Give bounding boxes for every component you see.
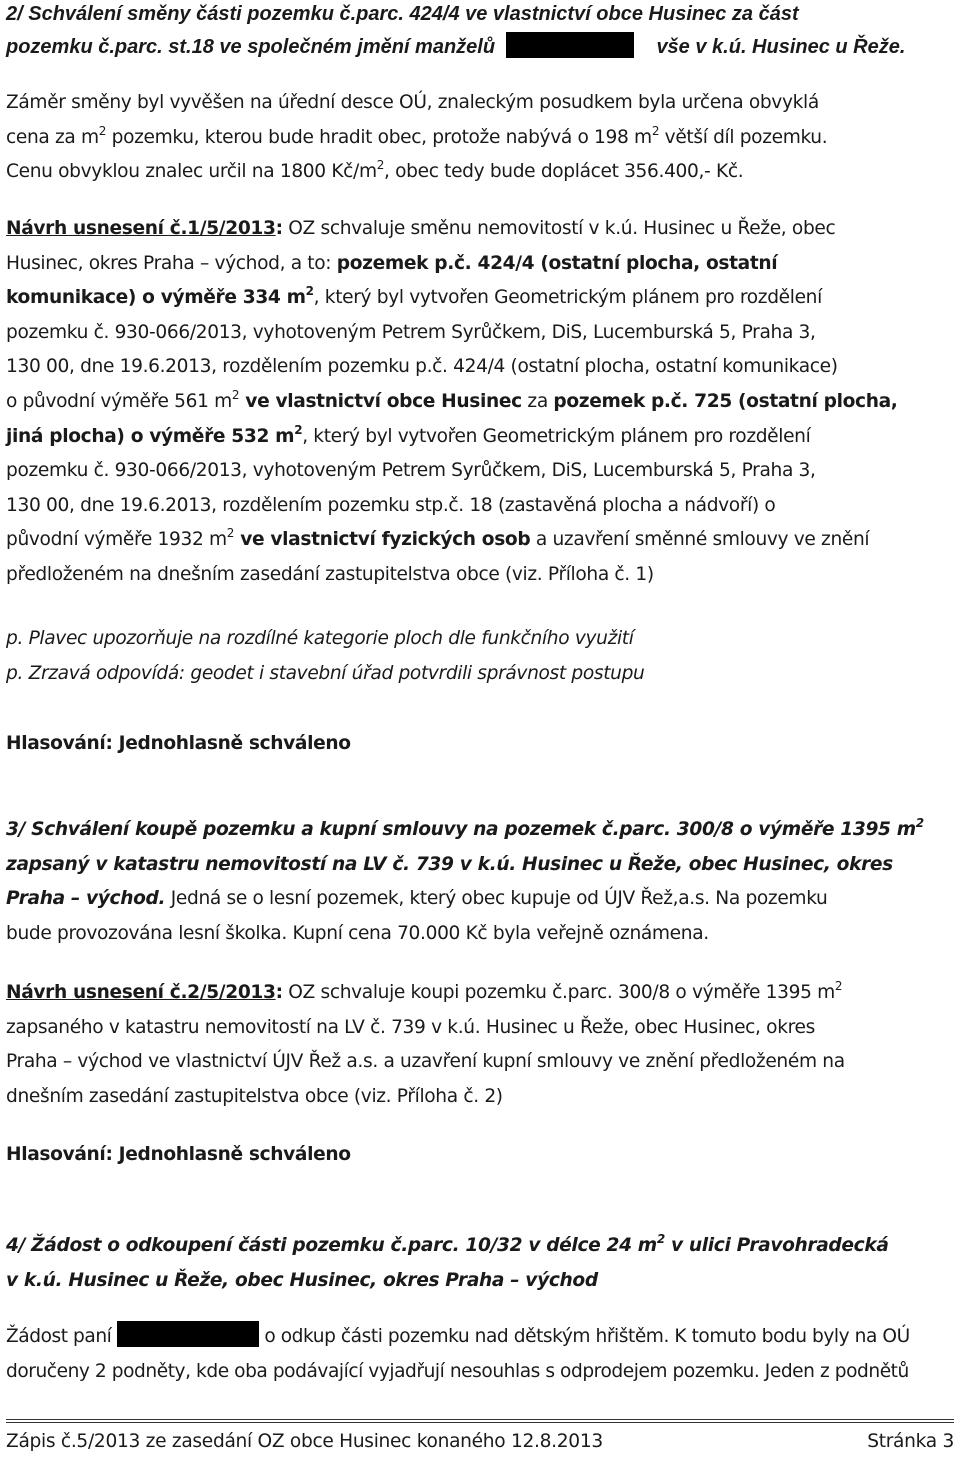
motion-label: Návrh usnesení č. xyxy=(6,218,188,239)
text-run: komunikace) o výměře 334 m xyxy=(6,287,306,309)
superscript: 2 xyxy=(226,526,235,541)
heading-line xyxy=(6,1229,954,1264)
paragraph-line xyxy=(6,882,954,917)
paragraph-line: doručeny 2 podněty, kde oba podávající vyjadřují nesouhlas s odprodejem pozemku. Jeden z podnětů xyxy=(6,1360,909,1382)
vote-text: Hlasování: Jednohlasně schváleno xyxy=(6,733,351,754)
heading-line xyxy=(6,0,954,31)
text-run: 4/ Žádost o odkoupení části pozemku č.parc. 10/32 v délce 24 m xyxy=(6,1235,657,1256)
superscript: 2 xyxy=(834,979,843,993)
text-run: Husinec, okres Praha – východ, a to: xyxy=(6,252,337,274)
section-2-heading xyxy=(6,0,954,64)
redaction-box xyxy=(117,1321,259,1347)
text-run: , který byl vytvořen Geometrickým plánem pro rozdělení xyxy=(302,425,811,447)
superscript: 2 xyxy=(915,816,924,830)
text-run: 424/4 (ostatní plocha, ostatní xyxy=(471,252,778,274)
text-run: , obec tedy bude doplácet 356.400,- Kč. xyxy=(384,161,744,183)
text-run: pozemek p.č. 725 (ostatní plocha, xyxy=(553,390,898,412)
paragraph-line: zapsaného v katastru nemovitostí na LV č. 739 v k.ú. Husinec u Řeže, obec Husinec, okres xyxy=(6,1016,815,1038)
section-4-heading xyxy=(6,1229,954,1298)
page-footer xyxy=(6,1428,954,1456)
superscript: 2 xyxy=(231,387,240,402)
vote-result xyxy=(6,727,954,762)
superscript: 2 xyxy=(98,123,107,138)
redaction-box xyxy=(506,32,634,58)
superscript: 2 xyxy=(376,158,385,173)
paragraph-line: bude provozována lesní školka. Kupní cena 70.000 Kč byla veřejně oznámena. xyxy=(6,922,709,944)
text-run: o odkup části pozemku nad dětským hřištěm. K tomuto bodu byly na OÚ xyxy=(264,1326,910,1347)
text-run: ve vlastnictví obce Husinec xyxy=(239,390,522,412)
text-run: , který byl vytvořen Geometrickým plánem pro rozdělení xyxy=(313,287,822,309)
text-run: pozemek p.č. xyxy=(336,252,472,274)
text-run: : xyxy=(275,982,283,1003)
note-line: p. Plavec upozorňuje na rozdílné kategorie ploch dle funkčního využití xyxy=(6,628,634,649)
text-run: ve vlastnictví fyzických osob xyxy=(234,529,531,551)
section-4-body xyxy=(6,1320,954,1389)
footer-divider xyxy=(6,1419,954,1420)
motion-1 xyxy=(6,212,954,593)
superscript: 2 xyxy=(651,123,660,138)
text-run: Jedná se o lesní pozemek, který obec kupuje od ÚJV Řež,a.s. Na pozemku xyxy=(165,888,828,910)
text-run: OZ schvaluje koupi pozemku č.parc. 300/8 o výměře 1395 m xyxy=(282,982,835,1003)
paragraph-line xyxy=(6,976,954,1011)
heading-text: pozemku č.parc. st.18 ve společném jmění manželů xyxy=(6,36,496,58)
text-run: 3/ Schválení koupě pozemku a kupní smlouvy na pozemek č.parc. 300/8 o výměře 1395 m xyxy=(6,819,916,840)
superscript: 2 xyxy=(656,1232,665,1246)
section-3 xyxy=(6,813,954,951)
vote-result xyxy=(6,1138,954,1173)
superscript: 2 xyxy=(294,422,303,437)
motion-2 xyxy=(6,976,954,1114)
text-run: Žádost paní xyxy=(6,1326,112,1347)
text-run: v ulici Pravohradecká xyxy=(664,1235,889,1256)
heading-text: 2/ Schválení směny části pozemku č.parc. 424/4 ve vlastnictví obce Husinec za část xyxy=(6,3,799,25)
text-run: OZ schvaluje směnu nemovitostí v k.ú. Husinec u Řeže, obec xyxy=(282,218,836,239)
paragraph-line xyxy=(6,420,954,455)
paragraph-line: 130 00, dne 19.6.2013, rozdělením pozemku p.č. 424/4 (ostatní plocha, ostatní komunikace) xyxy=(6,356,838,378)
footer-title: Zápis č.5/2013 ze zasedání OZ obce Husinec konaného 12.8.2013 xyxy=(6,1431,603,1452)
discussion-notes xyxy=(6,622,954,691)
footer-divider xyxy=(6,1422,954,1423)
paragraph-line: Praha – východ ve vlastnictví ÚJV Řež a.s. a uzavření kupní smlouvy ve znění předloženém na xyxy=(6,1051,845,1073)
text-run: cena za m xyxy=(6,126,99,148)
text-run: za xyxy=(521,390,554,412)
superscript: 2 xyxy=(305,284,314,299)
text-run: Praha – východ. xyxy=(6,888,166,910)
motion-number: 1/5/2013 xyxy=(187,218,276,239)
paragraph-line xyxy=(6,523,954,558)
paragraph-line xyxy=(6,121,954,156)
paragraph-line xyxy=(6,281,954,316)
text-run: a uzavření směnné smlouvy ve znění xyxy=(530,529,870,551)
text-run: o původní výměře 561 m xyxy=(6,390,232,412)
paragraph-line xyxy=(6,155,954,190)
paragraph-line xyxy=(6,1320,954,1355)
text-run: : xyxy=(275,218,283,239)
page-number: Stránka 3 xyxy=(867,1431,954,1452)
paragraph-line: pozemku č. 930-066/2013, vyhotoveným Petrem Syrůčkem, DiS, Lucemburská 5, Praha 3, xyxy=(6,460,816,482)
paragraph-line: dnešním zasedání zastupitelstva obce (viz. Příloha č. 2) xyxy=(6,1085,503,1107)
paragraph-line: předloženém na dnešním zasedání zastupitelstva obce (viz. Příloha č. 1) xyxy=(6,563,654,585)
paragraph-line xyxy=(6,385,954,420)
paragraph-line xyxy=(6,247,954,282)
text-run: jiná plocha) o výměře 532 m xyxy=(6,425,295,447)
text-run: větší díl pozemku. xyxy=(659,126,828,148)
paragraph-line: pozemku č. 930-066/2013, vyhotoveným Petrem Syrůčkem, DiS, Lucemburská 5, Praha 3, xyxy=(6,321,816,343)
heading-line: zapsaný v katastru nemovitostí na LV č. 739 v k.ú. Husinec u Řeže, obec Husinec, okres xyxy=(6,853,893,875)
section-2-intro xyxy=(6,86,954,190)
motion-number: 2/5/2013 xyxy=(187,982,276,1003)
paragraph-line: 130 00, dne 19.6.2013, rozdělením pozemku stp.č. 18 (zastavěná plocha a nádvoří) o xyxy=(6,494,776,516)
heading-line: v k.ú. Husinec u Řeže, obec Husinec, okres Praha – východ xyxy=(6,1269,598,1291)
note-line: p. Zrzavá odpovídá: geodet i stavební úřad potvrdili správnost postupu xyxy=(6,662,645,684)
vote-text: Hlasování: Jednohlasně schváleno xyxy=(6,1144,351,1165)
text-run: pozemku, kterou bude hradit obec, protože nabývá o 198 m xyxy=(106,126,652,148)
heading-line xyxy=(6,813,954,848)
paragraph-line xyxy=(6,212,954,247)
text-run: původní výměře 1932 m xyxy=(6,529,227,551)
heading-text: vše v k.ú. Husinec u Řeže. xyxy=(656,36,906,58)
text-run: Cenu obvyklou znalec určil na 1800 Kč/m xyxy=(6,161,377,183)
paragraph-line: Záměr směny byl vyvěšen na úřední desce OÚ, znaleckým posudkem byla určena obvyklá xyxy=(6,92,819,113)
heading-line xyxy=(6,31,954,64)
motion-label: Návrh usnesení č. xyxy=(6,982,188,1003)
